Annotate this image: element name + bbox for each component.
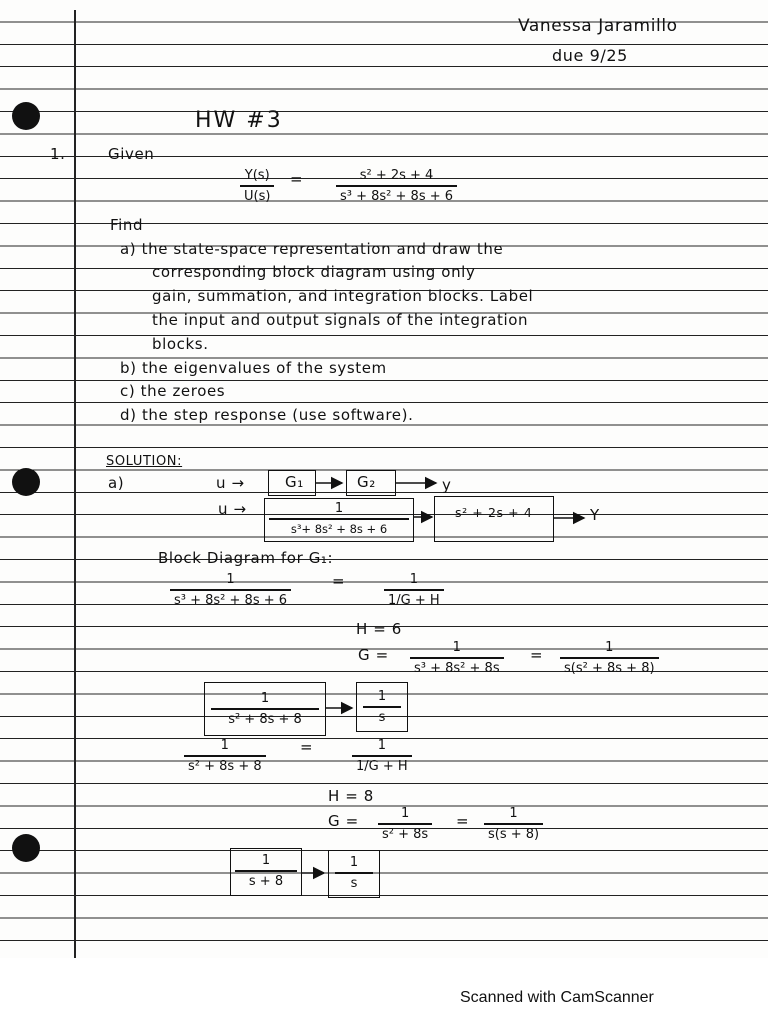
page-title: HW #3 — [195, 108, 283, 133]
eq2-rhs-num: 1 — [377, 738, 386, 753]
find-label: Find — [110, 216, 144, 234]
g1-label: G₁ — [285, 473, 304, 491]
diag1-input: u → — [216, 474, 245, 492]
solution-part-a: a) — [108, 474, 125, 492]
inner-loop-den: s² + 8s + 8 — [228, 711, 302, 727]
g-line2-lhs: G = — [328, 812, 359, 830]
inner-loop-num: 1 — [260, 691, 270, 706]
part-a-line3: gain, summation, and integration blocks. Label — [152, 287, 534, 305]
g-line1-lhs: G = — [358, 646, 389, 664]
tf-num: s² + 2s + 4 — [359, 168, 434, 183]
part-b: b) the eigenvalues of the system — [120, 359, 387, 377]
part-a-line2: corresponding block diagram using only — [152, 263, 476, 281]
due-date: due 9/25 — [552, 46, 628, 65]
eq1-rhs-den: 1/G + H — [388, 592, 440, 608]
g-line2-den: s² + 8s — [382, 826, 429, 842]
g-line1-rhs-den: s(s² + 8s + 8) — [564, 660, 655, 676]
part-a-line1: a) the state-space representation and draw the — [120, 240, 504, 258]
integrator-2-num: 1 — [349, 855, 359, 870]
g-line2-rhs-den: s(s + 8) — [488, 826, 540, 842]
eq1-equals: = — [332, 572, 346, 590]
eq2-den: s² + 8s + 8 — [188, 758, 262, 774]
h-value-2: H = 8 — [328, 787, 374, 805]
part-d: d) the step response (use software). — [120, 406, 414, 424]
g-line1-num: 1 — [452, 640, 461, 655]
g-line2-rhs-num: 1 — [509, 806, 518, 821]
eq1-num: 1 — [226, 572, 235, 587]
problem-number: 1. — [50, 145, 66, 163]
diag2-input: u → — [218, 500, 247, 518]
solution-heading: SOLUTION: — [106, 454, 183, 469]
plant-block-1-num: 1 — [334, 501, 344, 516]
g-line1-den: s³ + 8s² + 8s — [414, 660, 500, 676]
g-line2-equals: = — [456, 812, 470, 830]
tf-lhs-den: U(s) — [244, 188, 271, 204]
eq1-den: s³ + 8s² + 8s + 6 — [174, 592, 288, 608]
h-value-1: H = 6 — [356, 620, 402, 638]
eq1-rhs-num: 1 — [409, 572, 418, 587]
diag2-output: Y — [590, 506, 600, 524]
part-a-line5: blocks. — [152, 335, 209, 353]
student-name: Vanessa Jaramillo — [518, 16, 678, 36]
g-line1-rhs-num: 1 — [605, 640, 614, 655]
eq2-num: 1 — [220, 738, 229, 753]
tf-den: s³ + 8s² + 8s + 6 — [340, 188, 454, 204]
first-order-num: 1 — [261, 853, 271, 868]
eq2-equals: = — [300, 738, 314, 756]
first-order-den: s + 8 — [248, 873, 284, 889]
part-c: c) the zeroes — [120, 382, 226, 400]
scanner-watermark: Scanned with CamScanner — [460, 989, 654, 1006]
plant-block-2-label: s² + 2s + 4 — [455, 505, 533, 520]
g-line1-equals: = — [530, 646, 544, 664]
eq2-rhs-den: 1/G + H — [356, 758, 408, 774]
tf-equals: = — [290, 170, 304, 188]
g-line2-num: 1 — [400, 806, 410, 821]
given-label: Given — [108, 145, 155, 163]
plant-block-1-den: s³+ 8s² + 8s + 6 — [290, 521, 388, 536]
integrator-2-den: s — [350, 875, 358, 891]
g2-label: G₂ — [357, 473, 376, 491]
part-a-line4: the input and output signals of the integration — [152, 311, 529, 329]
tf-lhs-num: Y(s) — [244, 168, 270, 183]
diag1-output: y — [442, 476, 452, 494]
integrator-1-den: s — [378, 709, 386, 725]
block-diagram-label: Block Diagram for G₁: — [158, 549, 334, 567]
integrator-1-num: 1 — [377, 689, 387, 704]
